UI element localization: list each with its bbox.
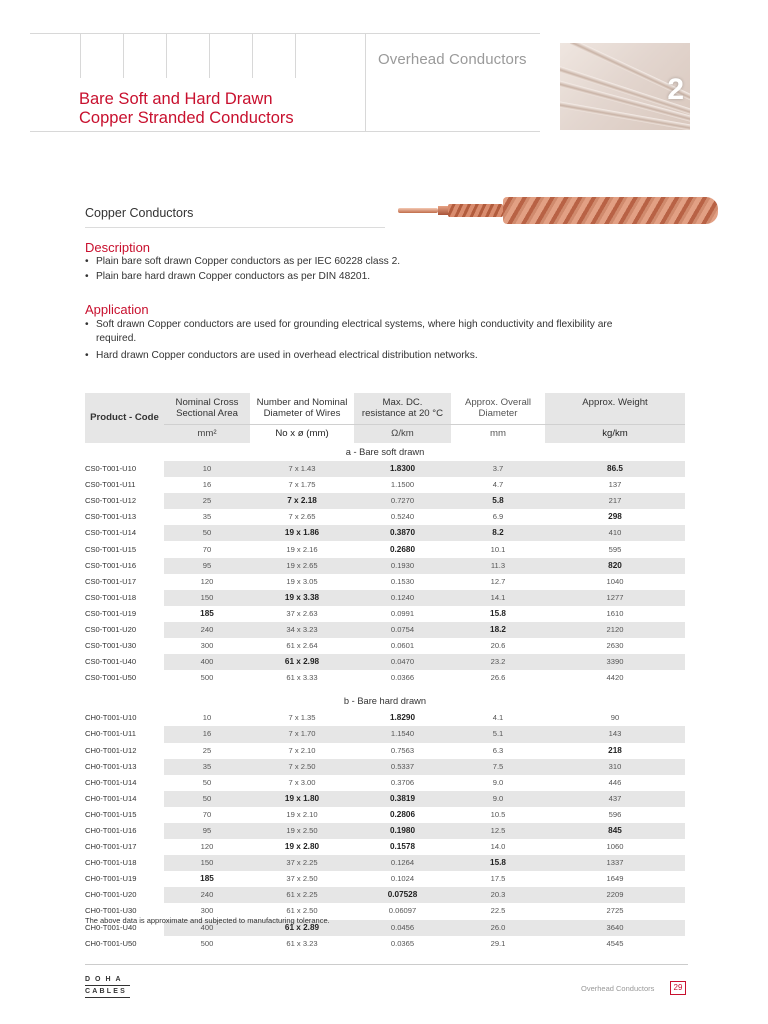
section-title: Overhead Conductors <box>378 51 527 68</box>
table-row <box>85 525 685 541</box>
area-cell: 300 <box>200 906 214 916</box>
weight-cell: 2725 <box>606 906 624 916</box>
wires-cell: 7 x 1.70 <box>250 726 354 742</box>
application-list <box>85 318 645 364</box>
product-code-cell: CS0-T001-U19 <box>85 608 137 618</box>
section-thumbnail-image <box>560 43 690 130</box>
table-row <box>85 855 685 871</box>
diameter-cell: 10.5 <box>490 809 506 819</box>
unit-weight: kg/km <box>545 424 685 443</box>
col-header-area <box>164 393 250 424</box>
weight-cell: 410 <box>545 525 685 541</box>
table-row <box>85 670 685 686</box>
resistance-cell: 0.1530 <box>390 576 415 586</box>
product-code-cell: CH0-T001-U30 <box>85 906 137 916</box>
weight-cell: 90 <box>610 713 620 723</box>
weight-cell: 86.5 <box>545 461 685 477</box>
diameter-cell: 5.1 <box>451 726 545 742</box>
resistance-cell: 1.8300 <box>354 461 451 477</box>
weight-cell: 596 <box>608 809 622 819</box>
weight-cell: 218 <box>608 745 622 755</box>
weight-cell: 820 <box>545 558 685 574</box>
table-row <box>85 541 685 557</box>
wires-cell: 37 x 2.63 <box>286 608 318 618</box>
area-cell: 185 <box>200 874 214 884</box>
diameter-cell: 12.7 <box>490 576 506 586</box>
group-soft-drawn-label: a - Bare soft drawn <box>85 443 685 461</box>
product-code-cell: CS0-T001-U18 <box>85 592 137 602</box>
diameter-cell: 15.8 <box>490 608 506 618</box>
area-cell: 240 <box>164 622 250 638</box>
table-row <box>85 590 685 606</box>
area-cell: 400 <box>164 654 250 670</box>
table-row <box>85 638 685 654</box>
wires-cell: 19 x 2.80 <box>284 842 320 852</box>
unit-resistance: Ω/km <box>354 424 451 443</box>
col-header-wires <box>250 393 354 424</box>
wires-cell: 7 x 1.35 <box>288 713 316 723</box>
group-hard-drawn <box>85 692 685 710</box>
table-row <box>85 710 685 726</box>
area-cell: 185 <box>200 608 214 618</box>
product-code-cell: CH0-T001-U10 <box>85 713 137 723</box>
product-code-cell: CS0-T001-U14 <box>85 528 137 538</box>
product-code-cell: CH0-T001-U18 <box>85 858 137 868</box>
col-header-weight: Approx. Weight <box>545 393 685 424</box>
header-top-rule <box>30 33 540 34</box>
col-header-diameter-line2: Diameter <box>478 407 518 419</box>
chapter-number: 2 <box>667 73 684 106</box>
wires-cell: 61 x 2.50 <box>286 906 318 916</box>
table-row <box>85 461 685 477</box>
table-row <box>85 574 685 590</box>
footer-rule <box>85 964 688 965</box>
weight-cell: 1277 <box>545 590 685 606</box>
subtitle: Copper Conductors <box>85 206 194 220</box>
col-header-product-code: Product - Code <box>85 393 164 443</box>
product-code-cell: CS0-T001-U13 <box>85 512 137 522</box>
area-cell: 10 <box>202 713 212 723</box>
weight-cell: 437 <box>545 791 685 807</box>
product-code-cell: CH0-T001-U19 <box>85 874 137 884</box>
product-code-cell: CS0-T001-U17 <box>85 576 137 586</box>
diameter-cell: 14.0 <box>490 842 506 852</box>
conductor-inner-strands <box>448 204 503 217</box>
wires-cell: 34 x 3.23 <box>250 622 354 638</box>
header-tick <box>252 33 253 78</box>
table-row <box>85 791 685 807</box>
table-row <box>85 887 685 903</box>
unit-area: mm² <box>164 424 250 443</box>
area-cell: 16 <box>202 480 212 490</box>
logo-line2: CABLES <box>85 988 127 995</box>
wires-cell: 7 x 2.65 <box>288 512 316 522</box>
area-cell: 25 <box>202 745 212 755</box>
product-code-cell: CH0-T001-U17 <box>85 842 137 852</box>
diameter-cell: 5.8 <box>451 493 545 509</box>
resistance-cell: 0.1980 <box>354 823 451 839</box>
product-code-cell: CS0-T001-U16 <box>85 560 137 570</box>
tolerance-note: The above data is approximate and subjected to manufacturing tolerance. <box>85 916 330 925</box>
diameter-cell: 8.2 <box>451 525 545 541</box>
weight-cell: 3390 <box>545 654 685 670</box>
diameter-cell: 4.7 <box>492 480 504 490</box>
product-code-cell: CH0-T001-U11 <box>85 729 136 739</box>
weight-cell: 2630 <box>606 641 624 651</box>
diameter-cell: 9.0 <box>492 777 504 787</box>
table-row <box>85 759 685 775</box>
col-header-area-line1: Nominal Cross <box>175 397 239 408</box>
doha-cables-logo <box>85 975 130 999</box>
resistance-cell: 0.5337 <box>354 759 451 775</box>
table-row <box>85 871 685 887</box>
diameter-cell: 26.6 <box>490 673 506 683</box>
col-header-diameter <box>451 393 545 424</box>
resistance-cell: 0.7563 <box>390 745 415 755</box>
wires-cell: 37 x 2.25 <box>250 855 354 871</box>
page-title-line2: Copper Stranded Conductors <box>79 109 294 127</box>
resistance-cell: 0.07528 <box>354 887 451 903</box>
description-list <box>85 255 645 285</box>
wires-cell: 61 x 3.23 <box>286 938 318 948</box>
diameter-cell: 10.1 <box>490 544 506 554</box>
diameter-cell: 15.8 <box>451 855 545 871</box>
resistance-cell: 1.1500 <box>390 480 415 490</box>
table-row <box>85 509 685 525</box>
product-code-cell: CS0-T001-U12 <box>85 496 137 506</box>
header-tick <box>166 33 167 78</box>
weight-cell: 4545 <box>606 938 624 948</box>
wires-cell: 19 x 2.10 <box>286 809 318 819</box>
col-header-wires-line1: Number and Nominal <box>256 397 348 408</box>
page-number: 29 <box>670 981 686 995</box>
area-cell: 70 <box>202 544 212 554</box>
wires-cell: 61 x 2.64 <box>286 641 318 651</box>
wires-cell: 7 x 2.18 <box>250 493 354 509</box>
table-row <box>85 936 685 952</box>
area-cell: 500 <box>200 938 214 948</box>
area-cell: 120 <box>200 842 214 852</box>
weight-cell: 4420 <box>606 673 624 683</box>
diameter-cell: 20.6 <box>490 641 506 651</box>
weight-cell: 298 <box>608 512 622 522</box>
product-code-cell: CH0-T001-U40 <box>85 922 137 932</box>
weight-cell: 310 <box>545 759 685 775</box>
table-row <box>85 743 685 759</box>
product-code-cell: CS0-T001-U50 <box>85 673 137 683</box>
col-header-resistance-line1: Max. DC. <box>382 397 423 408</box>
area-cell: 35 <box>202 512 212 522</box>
product-code-cell: CH0-T001-U14 <box>85 777 137 787</box>
diameter-cell: 18.2 <box>451 622 545 638</box>
description-item: • Plain bare hard drawn Copper conductors as per DIN 48201. <box>85 270 645 284</box>
area-cell: 95 <box>164 558 250 574</box>
weight-cell: 143 <box>545 726 685 742</box>
product-code-cell: CH0-T001-U15 <box>85 809 137 819</box>
weight-cell: 1610 <box>606 608 624 618</box>
wires-cell: 7 x 3.00 <box>288 777 316 787</box>
footer-section-name: Overhead Conductors <box>581 984 655 993</box>
resistance-cell: 0.7270 <box>354 493 451 509</box>
wires-cell: 19 x 2.50 <box>250 823 354 839</box>
diameter-cell: 20.3 <box>451 887 545 903</box>
product-code-cell: CS0-T001-U10 <box>85 464 137 474</box>
area-cell: 16 <box>164 726 250 742</box>
resistance-cell: 0.1240 <box>354 590 451 606</box>
page-title <box>79 90 294 128</box>
product-code-cell: CH0-T001-U16 <box>85 826 137 836</box>
header-tick <box>295 33 296 78</box>
product-code-cell: CS0-T001-U20 <box>85 624 137 634</box>
weight-cell: 595 <box>608 544 622 554</box>
copper-conductor-image <box>398 193 718 233</box>
weight-cell: 137 <box>608 480 622 490</box>
col-header-wires-line2: Diameter of Wires <box>263 407 341 419</box>
product-code-cell: CS0-T001-U11 <box>85 480 136 490</box>
wires-cell: 19 x 2.16 <box>286 544 318 554</box>
resistance-cell: 1.1540 <box>354 726 451 742</box>
diameter-cell: 22.5 <box>490 906 506 916</box>
diameter-cell: 6.9 <box>492 512 504 522</box>
description-heading: Description <box>85 240 151 255</box>
product-code-cell: CS0-T001-U40 <box>85 657 137 667</box>
col-header-resistance-line2: resistance at 20 °C <box>361 407 444 419</box>
resistance-cell: 0.0991 <box>390 608 415 618</box>
wires-cell: 7 x 1.43 <box>250 461 354 477</box>
wires-cell: 61 x 2.98 <box>250 654 354 670</box>
table-row <box>85 477 685 493</box>
group-soft-drawn <box>85 443 685 461</box>
header-tick <box>123 33 124 78</box>
area-cell: 35 <box>164 759 250 775</box>
resistance-cell: 0.3706 <box>390 777 415 787</box>
weight-cell: 1060 <box>606 842 624 852</box>
product-code-cell: CH0-T001-U14 <box>85 793 137 803</box>
resistance-cell: 0.0470 <box>354 654 451 670</box>
application-item: • Soft drawn Copper conductors are used for grounding electrical systems, where high conductivity and flexibility are required. <box>85 318 645 346</box>
header-tick <box>80 33 81 78</box>
table-body <box>85 443 685 952</box>
area-cell: 10 <box>164 461 250 477</box>
table-row <box>85 726 685 742</box>
resistance-cell: 0.0754 <box>354 622 451 638</box>
col-header-diameter-line1: Approx. Overall <box>464 397 532 408</box>
product-code-cell: CS0-T001-U15 <box>85 544 137 554</box>
wires-cell: 61 x 2.89 <box>250 920 354 936</box>
table-row <box>85 839 685 855</box>
weight-cell: 845 <box>545 823 685 839</box>
diameter-cell: 23.2 <box>451 654 545 670</box>
area-cell: 25 <box>164 493 250 509</box>
application-item: • Hard drawn Copper conductors are used in overhead electrical distribution networks. <box>85 349 645 363</box>
area-cell: 50 <box>164 791 250 807</box>
resistance-cell: 0.1930 <box>354 558 451 574</box>
unit-diameter: mm <box>451 424 545 443</box>
product-code-cell: CS0-T001-U30 <box>85 641 137 651</box>
resistance-cell: 0.0456 <box>354 920 451 936</box>
weight-cell: 446 <box>608 777 622 787</box>
area-cell: 150 <box>164 855 250 871</box>
weight-cell: 2209 <box>545 887 685 903</box>
diameter-cell: 26.0 <box>451 920 545 936</box>
logo-line1: DOHA <box>85 976 126 983</box>
weight-cell: 2120 <box>545 622 685 638</box>
resistance-cell: 0.5240 <box>390 512 415 522</box>
page-title-line1: Bare Soft and Hard Drawn <box>79 90 273 108</box>
conductor-core <box>398 208 438 213</box>
description-item: • Plain bare soft drawn Copper conductors as per IEC 60228 class 2. <box>85 255 645 269</box>
weight-cell: 3640 <box>545 920 685 936</box>
table-row <box>85 775 685 791</box>
area-cell: 300 <box>200 641 214 651</box>
product-code-cell: CH0-T001-U13 <box>85 761 137 771</box>
wires-cell: 7 x 1.75 <box>288 480 316 490</box>
diameter-cell: 4.1 <box>492 713 504 723</box>
wires-cell: 19 x 3.05 <box>286 576 318 586</box>
conductor-outer-strands <box>503 197 718 224</box>
area-cell: 95 <box>164 823 250 839</box>
wires-cell: 19 x 1.86 <box>250 525 354 541</box>
logo-bar <box>85 997 130 998</box>
resistance-cell: 0.1264 <box>354 855 451 871</box>
diameter-cell: 11.3 <box>451 558 545 574</box>
resistance-cell: 0.1578 <box>389 842 416 852</box>
application-heading: Application <box>85 302 149 317</box>
resistance-cell: 0.2680 <box>389 544 416 554</box>
weight-cell: 1337 <box>545 855 685 871</box>
header-divider <box>365 33 366 131</box>
col-header-area-line2: Sectional Area <box>176 407 238 419</box>
product-code-cell: CH0-T001-U20 <box>85 890 137 900</box>
diameter-cell: 14.1 <box>451 590 545 606</box>
logo-bar <box>85 985 130 986</box>
resistance-cell: 0.06097 <box>388 906 417 916</box>
area-cell: 120 <box>200 576 214 586</box>
wires-cell: 7 x 2.50 <box>250 759 354 775</box>
area-cell: 50 <box>202 777 212 787</box>
wires-cell: 19 x 2.65 <box>250 558 354 574</box>
table-row <box>85 558 685 574</box>
resistance-cell: 0.3870 <box>354 525 451 541</box>
resistance-cell: 0.0601 <box>390 641 415 651</box>
product-code-cell: CH0-T001-U50 <box>85 938 137 948</box>
unit-wires: No x ø (mm) <box>250 424 354 443</box>
wires-cell: 61 x 2.25 <box>250 887 354 903</box>
table-row <box>85 622 685 638</box>
table-row <box>85 807 685 823</box>
wires-cell: 19 x 3.38 <box>250 590 354 606</box>
diameter-cell: 7.5 <box>451 759 545 775</box>
area-cell: 500 <box>200 673 214 683</box>
area-cell: 240 <box>164 887 250 903</box>
diameter-cell: 6.3 <box>492 745 504 755</box>
header-tick <box>209 33 210 78</box>
wires-cell: 61 x 3.33 <box>286 673 318 683</box>
resistance-cell: 0.0366 <box>390 673 415 683</box>
wires-cell: 7 x 2.10 <box>288 745 316 755</box>
wires-cell: 19 x 1.80 <box>250 791 354 807</box>
area-cell: 150 <box>164 590 250 606</box>
diameter-cell: 29.1 <box>490 938 506 948</box>
table-row <box>85 823 685 839</box>
table-row <box>85 493 685 509</box>
diameter-cell: 17.5 <box>490 874 506 884</box>
area-cell: 400 <box>164 920 250 936</box>
conductor-spec-table <box>85 393 685 952</box>
resistance-cell: 0.0365 <box>390 938 415 948</box>
header-bottom-rule <box>30 131 540 132</box>
resistance-cell: 0.2806 <box>389 809 416 819</box>
subtitle-rule <box>85 227 385 228</box>
weight-cell: 1040 <box>606 576 624 586</box>
table-row <box>85 654 685 670</box>
wires-cell: 37 x 2.50 <box>286 874 318 884</box>
table-row <box>85 606 685 622</box>
col-header-resistance <box>354 393 451 424</box>
weight-cell: 217 <box>545 493 685 509</box>
product-code-cell: CH0-T001-U12 <box>85 745 137 755</box>
group-hard-drawn-label: b - Bare hard drawn <box>85 692 685 710</box>
resistance-cell: 1.8290 <box>389 713 416 723</box>
diameter-cell: 12.5 <box>451 823 545 839</box>
conductor-tip <box>438 206 448 215</box>
weight-cell: 1649 <box>606 874 624 884</box>
resistance-cell: 0.1024 <box>390 874 415 884</box>
area-cell: 70 <box>202 809 212 819</box>
area-cell: 50 <box>164 525 250 541</box>
diameter-cell: 3.7 <box>451 461 545 477</box>
diameter-cell: 9.0 <box>451 791 545 807</box>
resistance-cell: 0.3819 <box>354 791 451 807</box>
